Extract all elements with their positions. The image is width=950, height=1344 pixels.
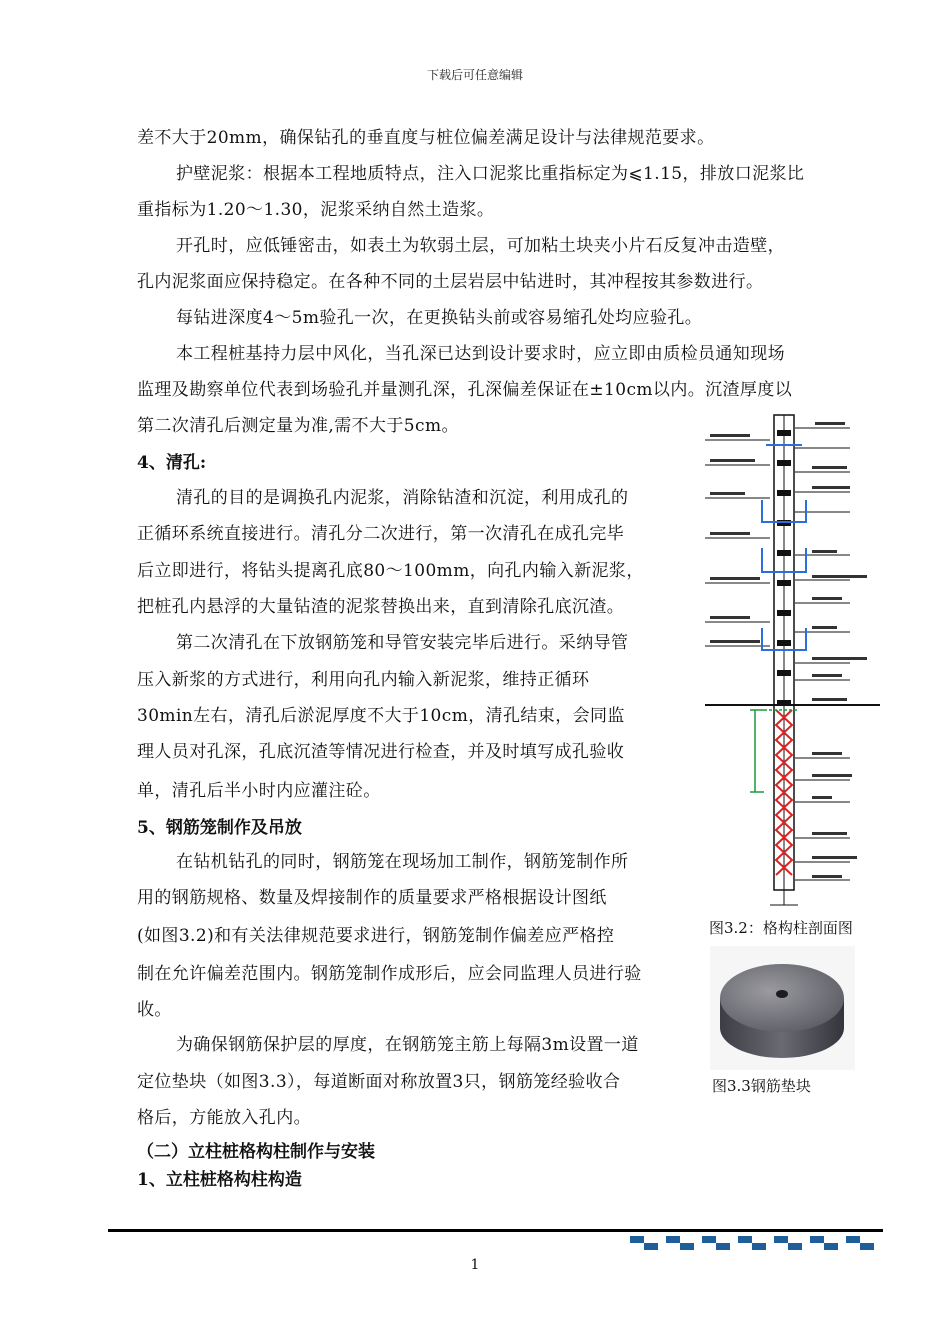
figure-caption-3-3: 图3.3钢筋垫块	[712, 1077, 811, 1095]
section-heading-4: 4、清孔:	[137, 453, 207, 473]
paragraph-line: 差不大于20mm，确保钻孔的垂直度与桩位偏差满足设计与法律规范要求。	[137, 128, 715, 148]
footer-checker-pattern	[630, 1236, 885, 1250]
paragraph-line: 收。	[137, 1000, 172, 1020]
paragraph-line: 监理及勘察单位代表到场验孔并量测孔深，孔深偏差保证在±10cm以内。沉渣厚度以	[137, 380, 793, 400]
section-heading-2: （二）立柱桩格构柱制作与安装	[137, 1142, 375, 1162]
paragraph-line: 第二次清孔在下放钢筋笼和导管安装完毕后进行。采纳导管	[176, 633, 629, 653]
paragraph-line: 开孔时，应低锤密击，如表土为软弱土层，可加粘土块夹小片石反复冲击造壁，	[176, 236, 785, 256]
paragraph-line: (如图3.2)和有关法律规范要求进行，钢筋笼制作偏差应严格控	[137, 926, 615, 946]
footer-rule	[108, 1229, 883, 1232]
paragraph-line: 定位垫块（如图3.3），每道断面对称放置3只，钢筋笼经验收合	[137, 1072, 621, 1092]
paragraph-line: 把桩孔内悬浮的大量钻渣的泥浆替换出来，直到清除孔底沉渣。	[137, 597, 625, 617]
paragraph-line: 清孔的目的是调换孔内泥浆，消除钻渣和沉淀，利用成孔的	[176, 488, 629, 508]
paragraph-line: 在钻机钻孔的同时，钢筋笼在现场加工制作，钢筋笼制作所	[176, 852, 629, 872]
paragraph-line: 第二次清孔后测定量为准,需不大于5cm。	[137, 416, 459, 436]
paragraph-line: 护壁泥浆：根据本工程地质特点，注入口泥浆比重指标定为⩽1.15，排放口泥浆比	[176, 164, 805, 184]
paragraph-line: 孔内泥浆面应保持稳定。在各种不同的土层岩层中钻进时，其冲程按其参数进行。	[137, 272, 764, 292]
concrete-spacer-block-figure	[710, 946, 855, 1070]
paragraph-line: 用的钢筋规格、数量及焊接制作的质量要求严格根据设计图纸	[137, 888, 607, 908]
page-header: 下载后可任意编辑	[426, 68, 523, 82]
page-number: 1	[470, 1257, 480, 1273]
paragraph-line: 重指标为1.20～1.30，泥浆采纳自然土造浆。	[137, 200, 495, 220]
paragraph-line: 本工程桩基持力层中风化，当孔深已达到设计要求时，应立即由质检员通知现场	[176, 344, 785, 364]
paragraph-line: 为确保钢筋保护层的厚度，在钢筋笼主筋上每隔3m设置一道	[176, 1035, 639, 1055]
paragraph-line: 正循环系统直接进行。清孔分二次进行，第一次清孔在成孔完毕	[137, 524, 625, 544]
section-heading-1: 1、立柱桩格构柱构造	[137, 1170, 302, 1190]
paragraph-line: 理人员对孔深，孔底沉渣等情况进行检查，并及时填写成孔验收	[137, 742, 625, 762]
paragraph-line: 格后，方能放入孔内。	[137, 1108, 311, 1128]
section-heading-5: 5、钢筋笼制作及吊放	[137, 818, 302, 838]
paragraph-line: 30min左右，清孔后淤泥厚度不大于10cm，清孔结束，会同监	[137, 706, 625, 726]
paragraph-line: 后立即进行，将钻头提离孔底80～100mm，向孔内输入新泥浆，	[137, 561, 644, 581]
paragraph-line: 每钻进深度4～5m验孔一次，在更换钻头前或容易缩孔处均应验孔。	[176, 308, 703, 328]
lattice-column-section-figure	[700, 400, 885, 910]
paragraph-line: 制在允许偏差范围内。钢筋笼制作成形后，应会同监理人员进行验	[137, 964, 642, 984]
paragraph-line: 单，清孔后半小时内应灌注砼。	[137, 781, 381, 801]
paragraph-line: 压入新浆的方式进行，利用向孔内输入新泥浆，维持正循环	[137, 670, 590, 690]
figure-caption-3-2: 图3.2：格构柱剖面图	[709, 919, 853, 937]
